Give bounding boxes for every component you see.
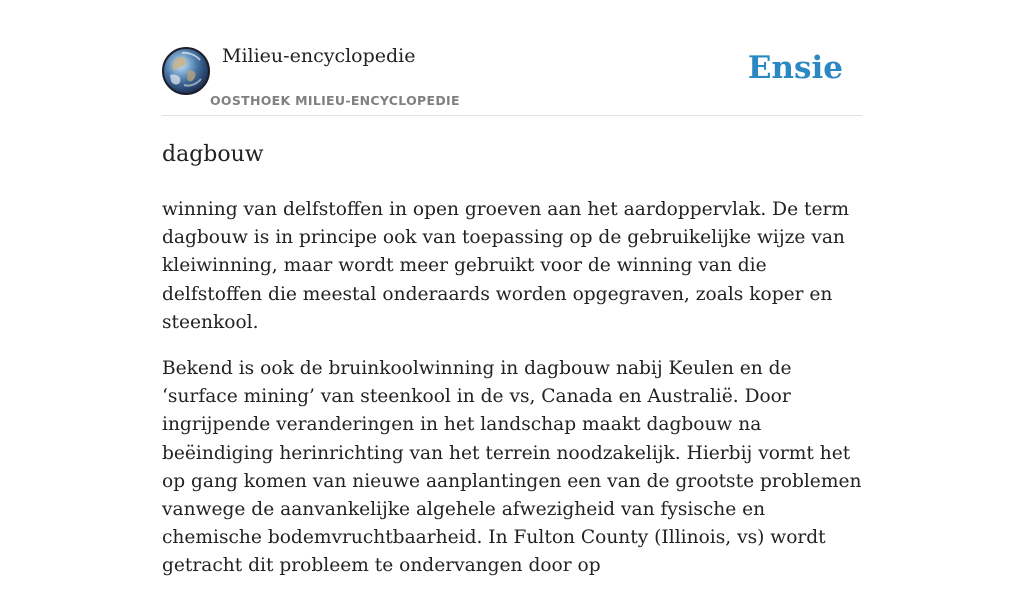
earth-globe-icon[interactable]: [162, 47, 210, 95]
article-paragraph-2: Bekend is ook de bruinkoolwinning in dagbouw nabij Keulen en de ‘surface mining’ van steenkool in de vs, Canada en Australië. Door ingrijpende veranderingen in het landschap maakt dagbouw na beëindiging herinrichting van het terrein noodzakelijk. Hierbij vormt het op gang komen van nieuwe aanplantingen een van de grootste problemen vanwege de aanvankelijke algehele afwezigheid van fysische en chemische bodemvruchtbaarheid. In Fulton County (Illinois, vs) wordt getracht dit probleem te ondervangen door op: [162, 358, 862, 577]
article: [162, 139, 862, 599]
ensie-brand-link[interactable]: Ensie: [747, 50, 843, 86]
site-title-link[interactable]: Milieu-encyclopedie: [222, 45, 416, 67]
site-header: [162, 0, 862, 116]
article-paragraph-1: winning van delfstoffen in open groeven aan het aardoppervlak. De term dagbouw is in principe ook van toepassing op de gebruikelijke wijze van kleiwinning, maar wordt meer gebruikt voor de winning van die delfstoffen die meestal onderaards worden opgegraven, zoals koper en steenkool.: [162, 199, 849, 333]
article-term-title: dagbouw: [162, 142, 264, 167]
site-subtitle: OOSTHOEK MILIEU-ENCYCLOPEDIE: [210, 93, 460, 108]
